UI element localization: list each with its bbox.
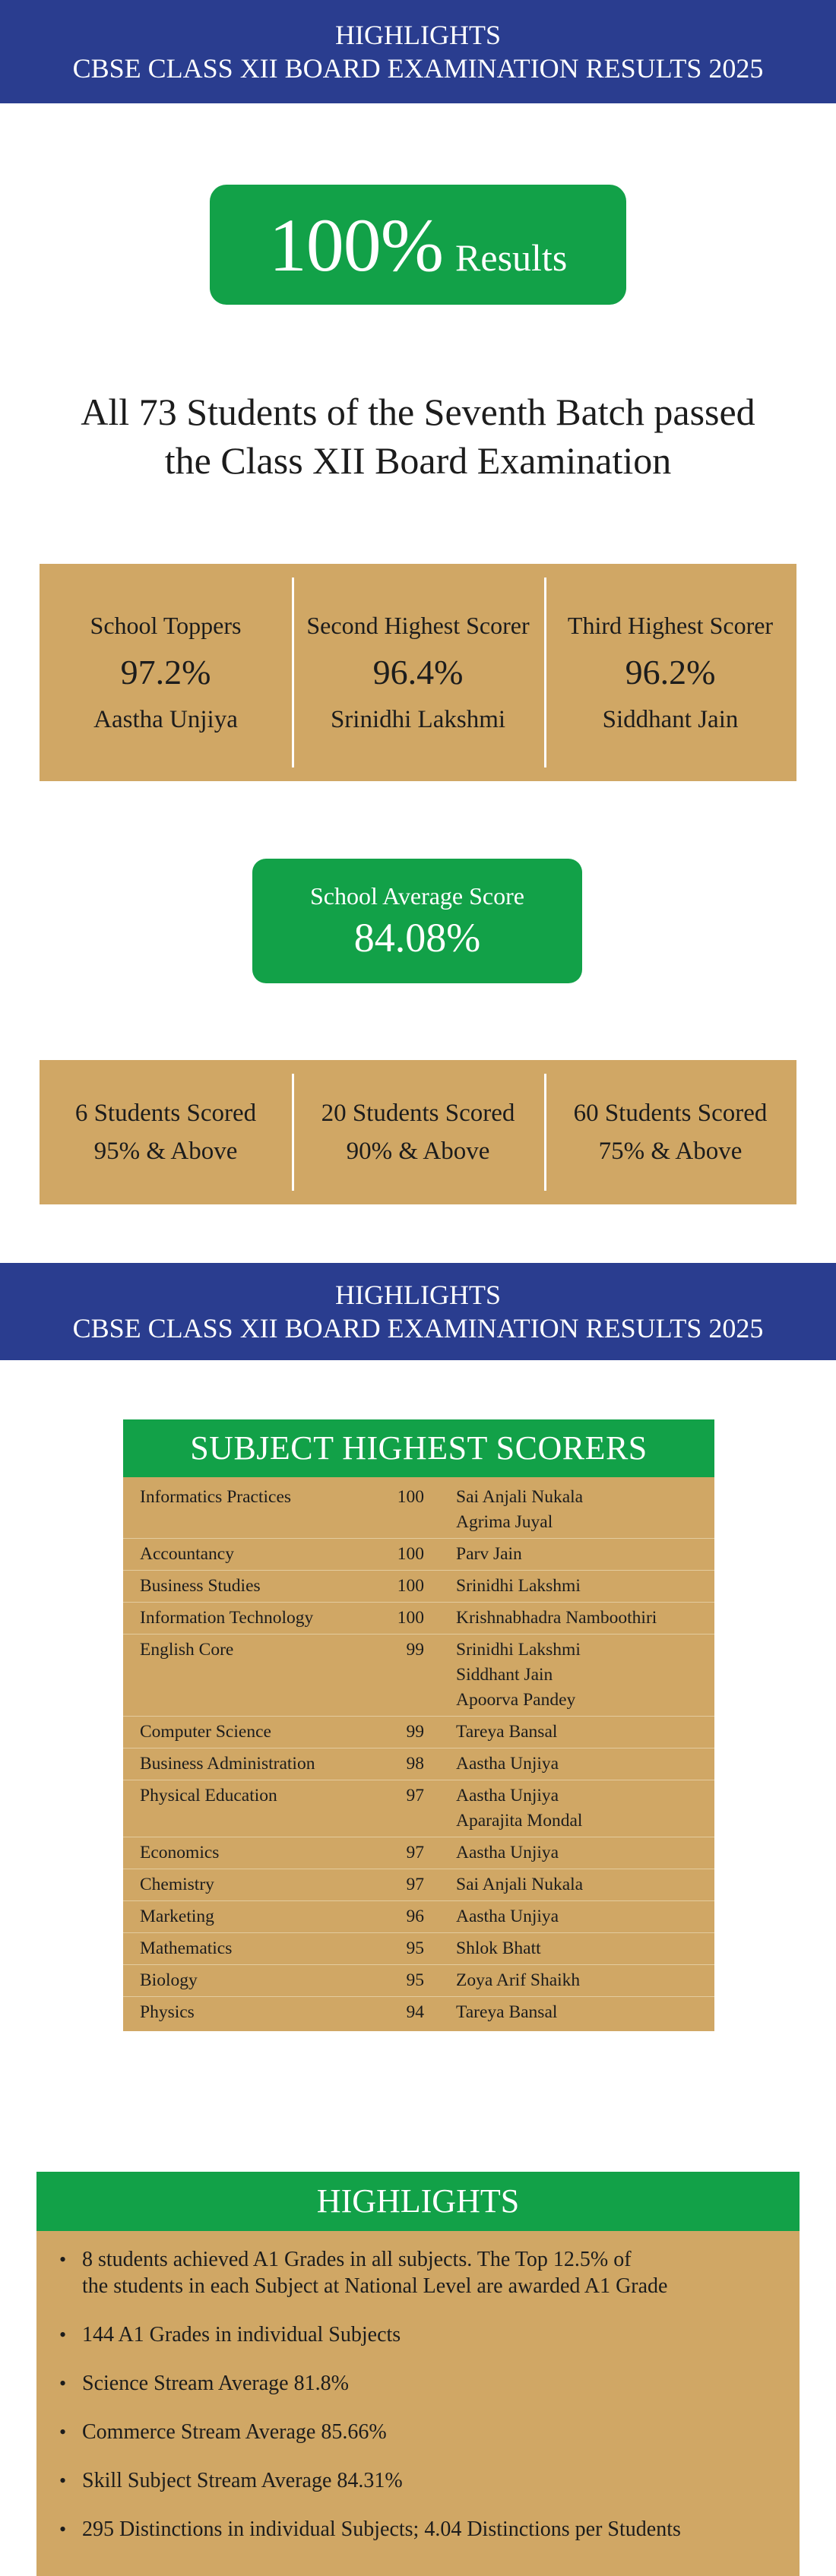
score-band-count: 6 Students Scored — [74, 1100, 257, 1127]
score-band-count: 60 Students Scored — [573, 1100, 768, 1127]
scorer-names — [439, 1542, 714, 1567]
subject-name: Business Administration — [140, 1754, 315, 1774]
highlight-line: 144 A1 Grades in individual Subjects — [82, 2323, 401, 2347]
subject-name: Marketing — [140, 1907, 214, 1926]
scorer-names — [439, 1485, 714, 1535]
highlight-line: 8 students achieved A1 Grades in all subjects. The Top 12.5% of — [82, 2248, 632, 2271]
table-row — [123, 1901, 714, 1933]
section-banner — [0, 1263, 836, 1360]
scorer-names — [439, 1968, 714, 1993]
scorer-name: Siddhant Jain — [456, 1665, 553, 1685]
topper-score: 96.4% — [372, 653, 464, 691]
header-banner — [0, 0, 836, 103]
subject-name: Business Studies — [140, 1576, 261, 1596]
score-band-count: 20 Students Scored — [321, 1100, 515, 1127]
scorer-name: Aastha Unjiya — [456, 1754, 559, 1774]
list-item — [59, 2246, 769, 2299]
subject-marks: 100 — [397, 1608, 424, 1628]
score-band — [40, 1060, 292, 1204]
table-row — [123, 1571, 714, 1603]
highlights-list — [36, 2231, 800, 2576]
highlight-line: Commerce Stream Average 85.66% — [82, 2420, 387, 2444]
subject-marks: 96 — [406, 1907, 424, 1926]
bullet-icon: • — [59, 2248, 67, 2271]
bullet-icon: • — [59, 2372, 67, 2394]
scorer-name: Parv Jain — [456, 1544, 522, 1564]
banner-subtitle: CBSE CLASS XII BOARD EXAMINATION RESULTS 2025 — [72, 53, 764, 84]
subject-marks: 100 — [397, 1487, 424, 1507]
highlights-title: HIGHLIGHTS — [36, 2172, 800, 2231]
topper-name: Siddhant Jain — [602, 706, 739, 733]
subject-marks: 94 — [406, 2002, 424, 2022]
highlight-line: Science Stream Average 81.8% — [82, 2372, 349, 2395]
scorer-name: Shlok Bhatt — [456, 1938, 541, 1958]
subject-marks: 95 — [406, 1970, 424, 1990]
subject-marks: 95 — [406, 1938, 424, 1958]
subject-name: English Core — [140, 1640, 234, 1660]
scorer-names — [439, 1752, 714, 1777]
subject-scorers-table — [123, 1419, 714, 2031]
scorer-name: Aparajita Mondal — [456, 1811, 583, 1831]
list-item — [59, 2516, 769, 2543]
subject-marks: 100 — [397, 1576, 424, 1596]
list-item — [59, 2419, 769, 2445]
highlight-line: Skill Subject Stream Average 84.31% — [82, 2469, 403, 2492]
scorer-name: Agrima Juyal — [456, 1512, 553, 1532]
scorer-name: Zoya Arif Shaikh — [456, 1970, 581, 1990]
school-average-badge — [252, 859, 582, 983]
table-row — [123, 1780, 714, 1837]
subject-name: Economics — [140, 1843, 220, 1862]
highlight-text — [82, 2467, 403, 2494]
scorer-name: Aastha Unjiya — [456, 1907, 559, 1926]
table-row — [123, 1717, 714, 1748]
subject-name: Accountancy — [140, 1544, 234, 1564]
subject-name: Information Technology — [140, 1608, 314, 1628]
scorer-name: Tareya Bansal — [456, 2002, 558, 2022]
topper-name: Aastha Unjiya — [93, 706, 238, 733]
topper-label: Second Highest Scorer — [306, 612, 530, 639]
highlight-line: the students in each Subject at National Level are awarded A1 Grade — [82, 2274, 668, 2298]
highlight-text — [82, 2370, 349, 2397]
score-band-threshold: 75% & Above — [598, 1138, 743, 1165]
scorer-names — [439, 1638, 714, 1713]
scorer-name: Srinidhi Lakshmi — [456, 1640, 581, 1660]
passed-line-1: All 73 Students of the Seventh Batch passed — [81, 391, 755, 433]
table-row — [123, 1933, 714, 1965]
scorer-names — [439, 2000, 714, 2025]
banner-title: HIGHLIGHTS — [335, 20, 501, 50]
passed-line-2: the Class XII Board Examination — [164, 439, 672, 482]
subject-name: Computer Science — [140, 1722, 271, 1742]
score-band-threshold: 95% & Above — [93, 1138, 238, 1165]
results-percent: 100% — [268, 203, 444, 287]
topper-score: 96.2% — [625, 653, 716, 691]
bullet-icon: • — [59, 2324, 67, 2346]
score-band — [544, 1060, 796, 1204]
passed-statement — [0, 388, 836, 485]
subject-table-body — [123, 1477, 714, 2031]
subject-marks: 100 — [397, 1544, 424, 1564]
table-row — [123, 1603, 714, 1635]
scorer-name: Sai Anjali Nukala — [456, 1487, 584, 1507]
average-value: 84.08% — [353, 915, 481, 960]
scorer-names — [439, 1783, 714, 1834]
subject-name: Mathematics — [140, 1938, 233, 1958]
banner-subtitle: CBSE CLASS XII BOARD EXAMINATION RESULTS 2025 — [72, 1313, 764, 1343]
table-row — [123, 1837, 714, 1869]
subject-name: Physical Education — [140, 1786, 277, 1805]
subject-name: Physics — [140, 2002, 195, 2022]
topper-card — [40, 564, 292, 781]
highlight-text — [82, 2419, 387, 2445]
subject-name: Chemistry — [140, 1875, 214, 1894]
table-row — [123, 1748, 714, 1780]
bullet-icon: • — [59, 2518, 67, 2540]
list-item — [59, 2321, 769, 2348]
topper-score: 97.2% — [120, 653, 211, 691]
results-badge — [210, 185, 626, 305]
scorer-name: Apoorva Pandey — [456, 1690, 576, 1710]
subject-marks: 98 — [406, 1754, 424, 1774]
list-item — [59, 2370, 769, 2397]
topper-name: Srinidhi Lakshmi — [330, 706, 506, 733]
subject-marks: 99 — [406, 1640, 424, 1660]
scorer-name: Tareya Bansal — [456, 1722, 558, 1742]
scorer-names — [439, 1606, 714, 1631]
subject-marks: 97 — [406, 1843, 424, 1862]
table-row — [123, 1635, 714, 1717]
subject-marks: 99 — [406, 1722, 424, 1742]
scorer-names — [439, 1872, 714, 1897]
bullet-icon: • — [59, 2470, 67, 2492]
list-item — [59, 2467, 769, 2494]
highlight-line: 295 Distinctions in individual Subjects; 4.04 Distinctions per Students — [82, 2517, 681, 2541]
score-bands-panel — [40, 1060, 796, 1204]
highlight-text — [82, 2321, 401, 2348]
subject-marks: 97 — [406, 1786, 424, 1805]
banner-title: HIGHLIGHTS — [335, 1280, 501, 1310]
highlight-text — [82, 2246, 667, 2299]
toppers-panel — [40, 564, 796, 781]
table-row — [123, 1539, 714, 1571]
topper-label: School Toppers — [90, 612, 242, 639]
table-row — [123, 1997, 714, 2028]
subject-name: Biology — [140, 1970, 198, 1990]
table-row — [123, 1965, 714, 1997]
scorer-name: Sai Anjali Nukala — [456, 1875, 584, 1894]
subject-name: Informatics Practices — [140, 1487, 292, 1507]
results-word: Results — [455, 236, 568, 279]
scorer-names — [439, 1574, 714, 1599]
score-band-threshold: 90% & Above — [346, 1138, 490, 1165]
topper-card — [544, 564, 796, 781]
average-label: School Average Score — [310, 882, 524, 910]
highlight-text — [82, 2516, 681, 2543]
scorer-name: Srinidhi Lakshmi — [456, 1576, 581, 1596]
table-row — [123, 1869, 714, 1901]
scorer-names — [439, 1936, 714, 1961]
subject-table-title: SUBJECT HIGHEST SCORERS — [123, 1419, 714, 1477]
scorer-name: Aastha Unjiya — [456, 1786, 559, 1805]
scorer-name: Krishnabhadra Namboothiri — [456, 1608, 657, 1628]
highlights-box — [36, 2172, 800, 2576]
bullet-icon: • — [59, 2421, 67, 2443]
table-row — [123, 1482, 714, 1539]
score-band — [292, 1060, 544, 1204]
scorer-names — [439, 1840, 714, 1866]
scorer-names — [439, 1904, 714, 1929]
topper-card — [292, 564, 544, 781]
scorer-names — [439, 1720, 714, 1745]
topper-label: Third Highest Scorer — [567, 612, 774, 639]
scorer-name: Aastha Unjiya — [456, 1843, 559, 1862]
subject-marks: 97 — [406, 1875, 424, 1894]
